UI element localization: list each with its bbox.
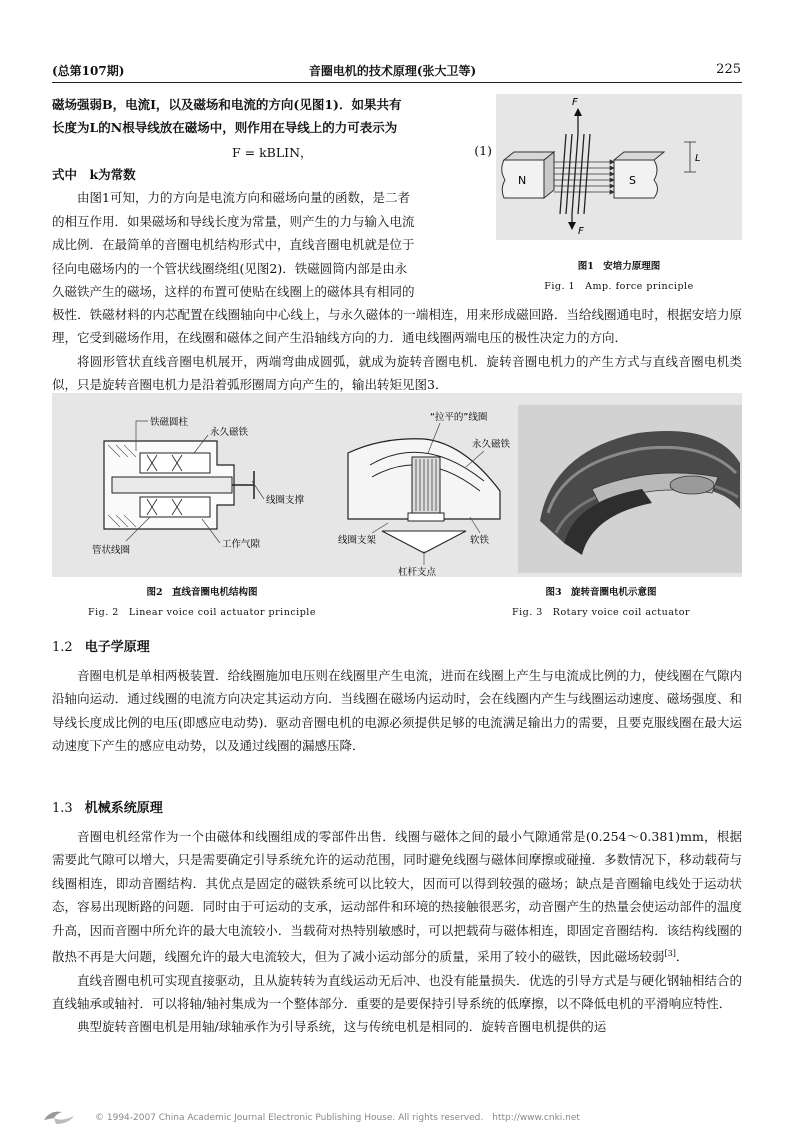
magnet-s-label: S: [629, 174, 636, 187]
text-block: 音圈电机是单相两极装置．给线圈施加电压则在线圈里产生电流，进而在线圈上产生与电流成比例的力，使线圈在气隙内沿轴向运动．通过线圈的电流方向决定其运动方向．当线圈在磁场内运动时，会在线圈内产生与线圈运动速度、磁场强度、和导线长度成比例的电压(即感应电动势)．驱动音圈电机的电源必须提供足够的电流满足输出力的需要，且要克服线圈在最大运动速度下产生的感应电动势，以及通过线圈的漏感压降．: [52, 668, 742, 754]
figure-strip: [52, 393, 742, 577]
caption-en: Fig. 3 Rotary voice coil actuator: [512, 607, 690, 618]
intro-line: 磁场强弱B，电流I，以及磁场和电流的方向(见图1)．如果共有: [52, 97, 402, 112]
logo-icon: [40, 1106, 88, 1126]
text-block: [52, 825, 742, 969]
caption-en: Fig. 2 Linear voice coil actuator principle: [88, 607, 316, 618]
section-1-3-body: [52, 825, 742, 1039]
length-label: L: [695, 153, 701, 164]
journal-issue: (总第107期): [52, 64, 125, 78]
figure-2-caption: [52, 584, 352, 618]
rotary-actuator-photo: [518, 405, 742, 573]
para2-full: [52, 303, 742, 397]
section-number: 1.3: [52, 801, 73, 816]
section-title: 电子学原理: [84, 640, 150, 655]
force-bottom-label: F: [578, 226, 584, 237]
fig2-label: 管状线圈: [92, 545, 131, 556]
figure-strip-drawings: [52, 393, 742, 577]
cnki-logo: [40, 1106, 88, 1126]
mid-fig-label: 软铁: [470, 535, 490, 546]
fig2-label: 铁磁圆柱: [150, 417, 189, 428]
intro-text: [52, 93, 492, 140]
paragraph-end: ．: [675, 949, 689, 965]
equation-formula: F = kBLIN，: [232, 145, 313, 160]
paragraph-text: 音圈电机经常作为一个由磁体和线圈组成的零部件出售．线圈与磁体之间的最小气隙通常是(0.254～0.381)mm，根据需要此气隙可以增大，只是需要确定引导系统允许的运动范围，同时避免线圈与磁体间摩擦或碰撞．多数情况下，移动载荷与线圈相连，即动音圈结构．其优点是固定的磁铁系统可以比较大，因而可以得到较强的磁场；缺点是音圈输电线处于运动状态，容易出现断路的问题．同时由于可运动的支承，运动部件和环境的热接触很恶劣，动音圈产生的热量会使运动部件的温度升高，因而音圈中所允许的最大电流较小．当载荷对热特别敏感时，可以把载荷与磁体相连，即固定音圈结构．该结构线圈的散热不再是大问题，线圈允许的最大电流较大，但为了减小运动部分的质量，采用了较小的磁铁，因此磁场较弱: [52, 829, 742, 965]
force-top-label: F: [572, 97, 578, 108]
equation-number: (1): [474, 143, 492, 158]
mid-fig-label: 杠杆支点: [398, 567, 437, 577]
where-line: 式中 k为常数: [52, 167, 136, 182]
para3: 将圆形管状直线音圈电机展开，两端弯曲成圆弧，就成为旋转音圈电机．旋转音圈电机力的产生方式与直线音圈电机类似，只是旋转音圈电机力是沿着弧形圈周方向产生的，输出转矩见图3．: [52, 353, 742, 393]
mid-fig-label: 永久磁铁: [472, 439, 511, 450]
section-number: 1.2: [52, 640, 73, 655]
section-1-2-body: [52, 664, 742, 758]
magnet-n-label: N: [518, 174, 527, 187]
text-line: 由图1可知，力的方向是电流方向和磁场向量的函数，是二者: [77, 190, 410, 206]
para2-narrow: [52, 163, 492, 303]
caption-en: Fig. 1 Amp. force principle: [544, 281, 694, 292]
fig2-label: 工作气隙: [222, 539, 261, 550]
text-line: 的相互作用．如果磁场和导线长度为常量，则产生的力与输入电流: [52, 213, 415, 229]
section-heading: [52, 797, 163, 816]
equation: [52, 143, 492, 165]
text-block: 典型旋转音圈电机是用轴/球轴承作为引导系统，这与传统电机是相同的．旋转音圈电机提供的运: [77, 1019, 607, 1035]
caption-cn: 图2 直线音圈电机结构图: [146, 587, 258, 598]
caption-cn: 图3 旋转音圈电机示意图: [545, 587, 657, 598]
caption-cn: 图1 安培力原理图: [577, 261, 661, 272]
mid-fig-label: 线圈支架: [338, 535, 377, 546]
text-line: 久磁铁产生的磁场，这样的布置可使贴在线圈上的磁体具有相同的: [52, 284, 415, 300]
figure-3-caption: [460, 584, 742, 618]
fig2-label: 永久磁铁: [210, 427, 249, 438]
text-line: 成比例．在最简单的音圈电机结构形式中，直线音圈电机就是位于: [52, 237, 415, 253]
ampere-force-diagram: [496, 94, 742, 240]
linear-actuator-drawing: [104, 421, 264, 543]
header-rule: [52, 82, 742, 83]
section-heading: [52, 636, 150, 655]
figure-1-caption: [496, 258, 742, 292]
intro-line: 长度为L的N根导线放在磁场中，则作用在导线上的力可表示为: [52, 120, 398, 136]
figure-1-ampere-force: [496, 94, 742, 240]
mid-fig-label: “拉平的”线圈: [430, 412, 488, 423]
citation: [3]: [664, 949, 676, 959]
copyright-footer: © 1994-2007 China Academic Journal Electronic Publishing House. All rights reserved. http://www.cnki.net: [95, 1113, 580, 1123]
text-line: 径向电磁场内的一个管状线圈绕组(见图2)．铁磁圆筒内部是由永: [52, 260, 408, 276]
running-title: 音圈电机的技术原理(张大卫等): [308, 64, 477, 78]
text-block: 极性．铁磁材料的内芯配置在线圈轴向中心线上，与永久磁体的一端相连，用来形成磁回路．当给线圈通电时，根据安培力原理，它受到磁场作用，在线圈和磁体之间产生沿轴线方向的力．通电线圈两端电压的极性决定力的方向．: [52, 307, 742, 346]
text-block: 直线音圈电机可实现直接驱动，且从旋转转为直线运动无后冲、也没有能量损失．优选的引导方式是与硬化钢轴相结合的直线轴承或轴衬．可以将轴/轴衬集成为一个整体部分．重要的是要保持引导系统的低摩擦，以不降低电机的平滑响应特性．: [52, 972, 742, 1011]
fig2-label: 线圈支撑: [266, 495, 305, 506]
section-title: 机械系统原理: [84, 801, 163, 816]
page-number: 225: [716, 62, 741, 77]
